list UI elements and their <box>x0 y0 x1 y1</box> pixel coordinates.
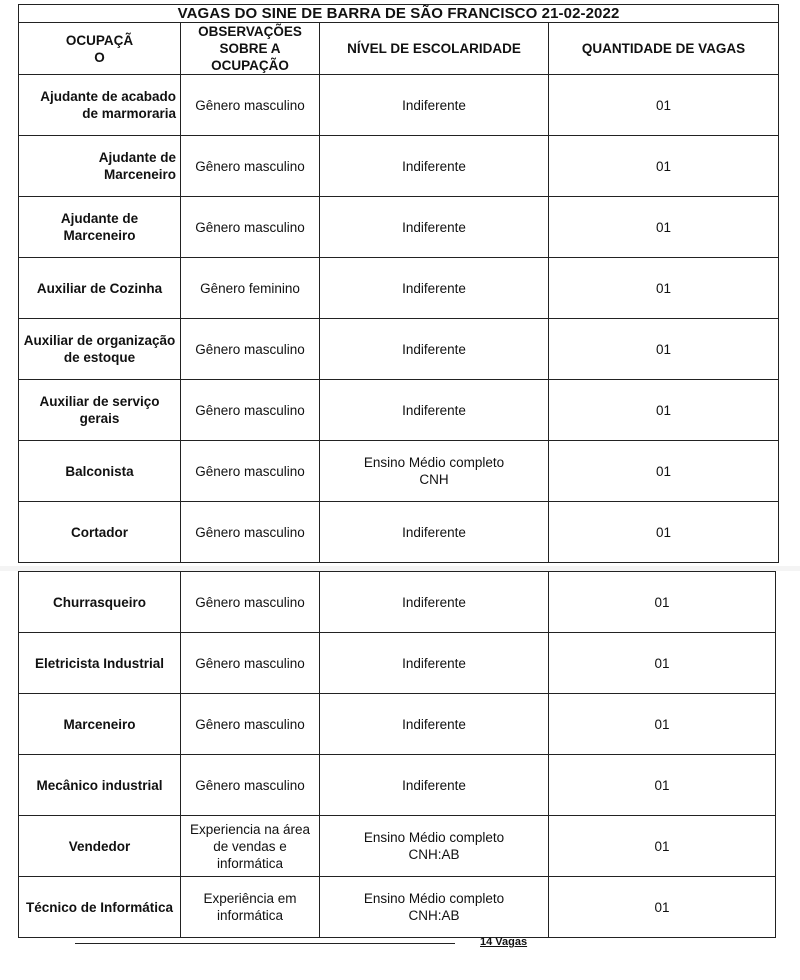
row-ocupacao: Auxiliar de organização de estoque <box>19 319 181 380</box>
row-ocupacao: Técnico de Informática <box>19 877 181 938</box>
row-escolaridade: Indiferente <box>320 319 549 380</box>
row-observacoes: Experiencia na área de vendas e informática <box>181 816 320 877</box>
row-escolaridade-line1: Ensino Médio completo <box>363 891 505 906</box>
row-quantidade: 01 <box>549 319 779 380</box>
row-escolaridade-line2: CNH <box>419 472 449 487</box>
row-escolaridade-line1: Ensino Médio completo <box>363 830 505 845</box>
row-quantidade: 01 <box>549 258 779 319</box>
row-escolaridade: Indiferente <box>320 75 549 136</box>
row-observacoes: Gênero masculino <box>181 319 320 380</box>
footer-rule <box>75 943 455 944</box>
row-observacoes: Gênero feminino <box>181 258 320 319</box>
row-escolaridade-line2: CNH:AB <box>408 847 460 862</box>
row-observacoes: Gênero masculino <box>181 441 320 502</box>
row-ocupacao: Balconista <box>19 441 181 502</box>
row-observacoes: Gênero masculino <box>181 380 320 441</box>
table-row <box>19 197 779 258</box>
table-row <box>19 755 776 816</box>
row-quantidade: 01 <box>549 633 776 694</box>
row-observacoes: Gênero masculino <box>181 755 320 816</box>
vacancies-table-page-1 <box>18 4 779 563</box>
header-ocupacao-line1: OCUPAÇÃ <box>65 32 134 48</box>
table-row <box>19 380 779 441</box>
row-observacoes: Gênero masculino <box>181 197 320 258</box>
row-escolaridade: Indiferente <box>320 380 549 441</box>
vacancies-table-page-2 <box>18 571 776 938</box>
row-ocupacao: Ajudante de Marceneiro <box>19 136 181 197</box>
row-observacoes: Gênero masculino <box>181 136 320 197</box>
table-row <box>19 694 776 755</box>
table-row <box>19 572 776 633</box>
row-ocupacao: Mecânico industrial <box>19 755 181 816</box>
row-escolaridade: Indiferente <box>320 136 549 197</box>
row-observacoes: Gênero masculino <box>181 75 320 136</box>
row-escolaridade: Indiferente <box>320 755 549 816</box>
row-quantidade: 01 <box>549 755 776 816</box>
row-escolaridade: Indiferente <box>320 502 549 563</box>
row-escolaridade <box>320 441 549 502</box>
row-ocupacao: Churrasqueiro <box>19 572 181 633</box>
row-escolaridade: Indiferente <box>320 694 549 755</box>
row-escolaridade: Indiferente <box>320 572 549 633</box>
row-escolaridade <box>320 816 549 877</box>
row-quantidade: 01 <box>549 136 779 197</box>
table-row <box>19 136 779 197</box>
row-observacoes: Gênero masculino <box>181 502 320 563</box>
header-observacoes: OBSERVAÇÕES SOBRE A OCUPAÇÃO <box>181 23 320 75</box>
row-quantidade: 01 <box>549 197 779 258</box>
document-title: VAGAS DO SINE DE BARRA DE SÃO FRANCISCO 21-02-2022 <box>19 5 779 23</box>
row-quantidade: 01 <box>549 502 779 563</box>
table-row <box>19 502 779 563</box>
row-quantidade: 01 <box>549 380 779 441</box>
row-ocupacao: Cortador <box>19 502 181 563</box>
row-escolaridade-line1: Ensino Médio completo <box>363 455 505 470</box>
row-ocupacao: Auxiliar de Cozinha <box>19 258 181 319</box>
row-ocupacao: Ajudante de acabado de marmoraria <box>19 75 181 136</box>
row-quantidade: 01 <box>549 572 776 633</box>
total-vacancies: 14 Vagas <box>480 936 528 948</box>
header-ocupacao <box>19 23 181 75</box>
row-ocupacao: Marceneiro <box>19 694 181 755</box>
row-quantidade: 01 <box>549 694 776 755</box>
row-observacoes: Gênero masculino <box>181 572 320 633</box>
row-escolaridade: Indiferente <box>320 633 549 694</box>
row-quantidade: 01 <box>549 816 776 877</box>
row-escolaridade: Indiferente <box>320 197 549 258</box>
row-quantidade: 01 <box>549 75 779 136</box>
table-row <box>19 258 779 319</box>
table-row <box>19 441 779 502</box>
row-ocupacao: Auxiliar de serviço gerais <box>19 380 181 441</box>
row-quantidade: 01 <box>549 877 776 938</box>
row-escolaridade-line2: CNH:AB <box>408 908 460 923</box>
row-escolaridade: Indiferente <box>320 258 549 319</box>
table-row <box>19 319 779 380</box>
row-observacoes: Gênero masculino <box>181 633 320 694</box>
header-ocupacao-line2: O <box>94 49 105 65</box>
header-escolaridade: NÍVEL DE ESCOLARIDADE <box>320 23 549 75</box>
row-ocupacao: Eletricista Industrial <box>19 633 181 694</box>
table-row <box>19 816 776 877</box>
table-row <box>19 633 776 694</box>
row-ocupacao: Ajudante de Marceneiro <box>19 197 181 258</box>
row-observacoes: Gênero masculino <box>181 694 320 755</box>
row-escolaridade <box>320 877 549 938</box>
row-observacoes: Experiência em informática <box>181 877 320 938</box>
table-row <box>19 75 779 136</box>
table-row <box>19 877 776 938</box>
row-ocupacao: Vendedor <box>19 816 181 877</box>
row-quantidade: 01 <box>549 441 779 502</box>
header-quantidade: QUANTIDADE DE VAGAS <box>549 23 779 75</box>
